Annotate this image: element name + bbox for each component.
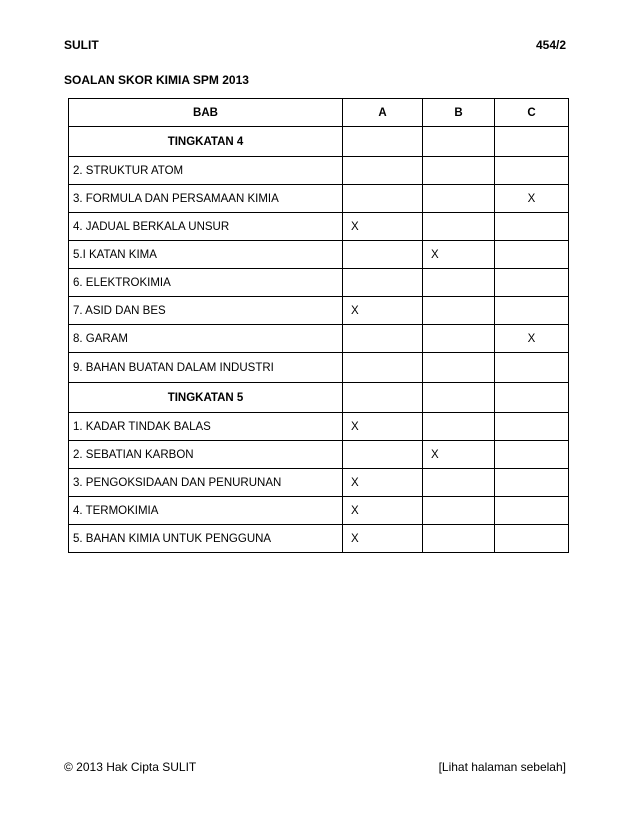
cell-a: [343, 127, 423, 157]
topic-label: 1. KADAR TINDAK BALAS: [69, 413, 343, 441]
cell-a: [343, 383, 423, 413]
table-row: [69, 497, 569, 525]
cell-a: X: [343, 213, 423, 241]
table-row: [69, 241, 569, 269]
cell-a: [343, 185, 423, 213]
cell-c: [495, 157, 569, 185]
topic-label: 8. GARAM: [69, 325, 343, 353]
cell-a: X: [343, 297, 423, 325]
topic-label: 9. BAHAN BUATAN DALAM INDUSTRI: [69, 353, 343, 383]
cell-b: [423, 157, 495, 185]
cell-c: [495, 353, 569, 383]
table-header-row: [69, 99, 569, 127]
cell-a: [343, 353, 423, 383]
cell-c: [495, 213, 569, 241]
cell-b: X: [423, 241, 495, 269]
table-row: [69, 441, 569, 469]
topic-label: 5.I KATAN KIMA: [69, 241, 343, 269]
cell-a: X: [343, 469, 423, 497]
cell-b: [423, 127, 495, 157]
topic-label: 3. FORMULA DAN PERSAMAAN KIMIA: [69, 185, 343, 213]
cell-b: [423, 213, 495, 241]
footer-copyright: © 2013 Hak Cipta SULIT: [64, 760, 197, 774]
table-row: [69, 127, 569, 157]
cell-b: [423, 469, 495, 497]
cell-b: [423, 383, 495, 413]
topic-label: 6. ELEKTROKIMIA: [69, 269, 343, 297]
table-row: [69, 157, 569, 185]
cell-b: [423, 325, 495, 353]
topic-label: 4. JADUAL BERKALA UNSUR: [69, 213, 343, 241]
table-row: [69, 325, 569, 353]
cell-a: [343, 157, 423, 185]
section-heading-tingkatan-4: TINGKATAN 4: [69, 127, 343, 157]
column-header-bab: BAB: [69, 99, 343, 127]
cell-a: X: [343, 497, 423, 525]
cell-c: X: [495, 325, 569, 353]
footer-next-page-note: [Lihat halaman sebelah]: [438, 760, 566, 774]
document-title: SOALAN SKOR KIMIA SPM 2013: [64, 73, 249, 87]
table-row: [69, 383, 569, 413]
header-classification: SULIT: [64, 38, 99, 52]
cell-a: [343, 441, 423, 469]
column-header-b: B: [423, 99, 495, 127]
header-paper-code: 454/2: [535, 38, 566, 52]
cell-c: [495, 297, 569, 325]
cell-c: [495, 241, 569, 269]
column-header-c: C: [495, 99, 569, 127]
cell-b: [423, 185, 495, 213]
cell-a: [343, 241, 423, 269]
cell-c: [495, 525, 569, 553]
table-row: [69, 185, 569, 213]
cell-c: [495, 469, 569, 497]
topic-label: 5. BAHAN KIMIA UNTUK PENGGUNA: [69, 525, 343, 553]
cell-a: [343, 269, 423, 297]
cell-b: X: [423, 441, 495, 469]
cell-b: [423, 297, 495, 325]
table-row: [69, 413, 569, 441]
cell-a: X: [343, 525, 423, 553]
topic-label: 4. TERMOKIMIA: [69, 497, 343, 525]
cell-c: [495, 441, 569, 469]
cell-b: [423, 413, 495, 441]
cell-a: [343, 325, 423, 353]
table-row: [69, 269, 569, 297]
topic-label: 3. PENGOKSIDAAN DAN PENURUNAN: [69, 469, 343, 497]
cell-b: [423, 497, 495, 525]
table-row: [69, 213, 569, 241]
cell-c: [495, 413, 569, 441]
section-heading-tingkatan-5: TINGKATAN 5: [69, 383, 343, 413]
table-row: [69, 469, 569, 497]
topic-score-table: [68, 98, 569, 553]
cell-c: [495, 127, 569, 157]
cell-a: X: [343, 413, 423, 441]
cell-c: [495, 269, 569, 297]
cell-c: [495, 497, 569, 525]
cell-b: [423, 353, 495, 383]
cell-b: [423, 525, 495, 553]
topic-label: 7. ASID DAN BES: [69, 297, 343, 325]
topic-label: 2. STRUKTUR ATOM: [69, 157, 343, 185]
topic-label: 2. SEBATIAN KARBON: [69, 441, 343, 469]
table-row: [69, 525, 569, 553]
table-row: [69, 297, 569, 325]
column-header-a: A: [343, 99, 423, 127]
cell-c: [495, 383, 569, 413]
cell-c: X: [495, 185, 569, 213]
table-row: [69, 353, 569, 383]
cell-b: [423, 269, 495, 297]
